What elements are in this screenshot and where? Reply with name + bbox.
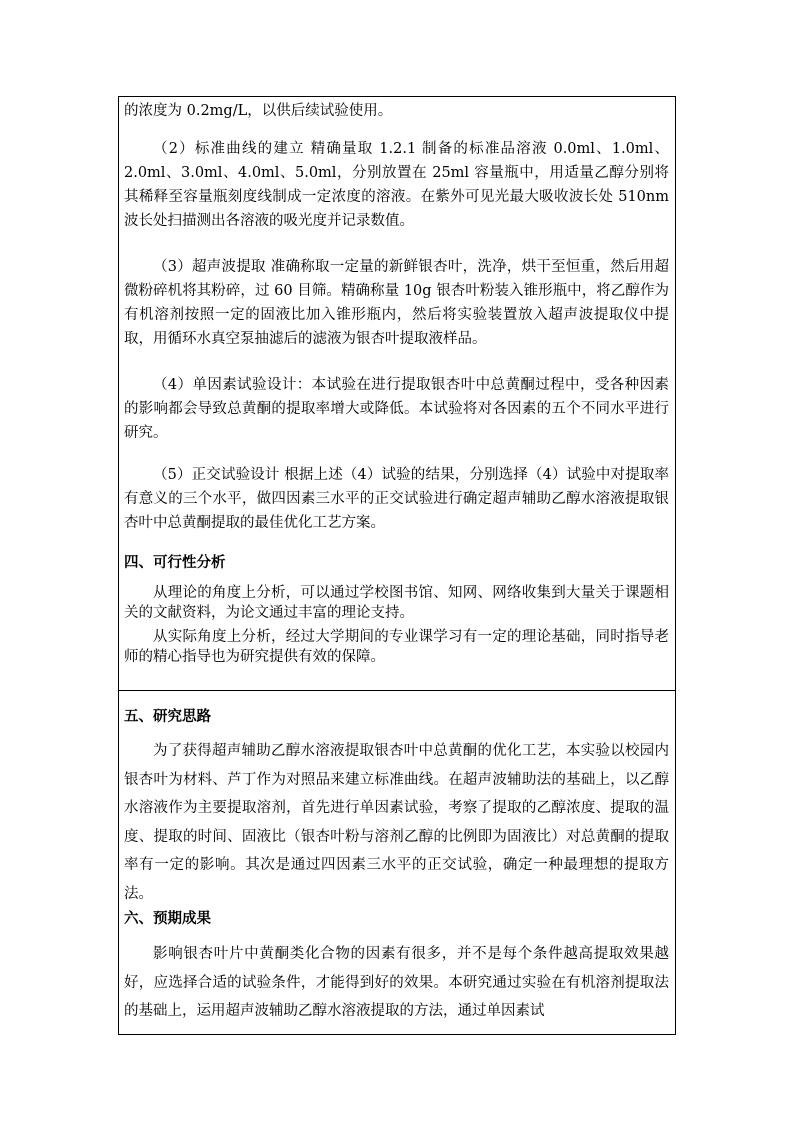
table-cell-plan <box>119 691 675 1034</box>
document-table <box>118 96 676 1035</box>
paragraph-ultrasonic-extraction: （3）超声波提取 准确称取一定量的新鲜银杏叶，洗净，烘干至恒重，然后用超微粉碎机将其粉碎，过 60 目筛。精确称量 10g 银杏叶粉装入锥形瓶中，将乙醇作为有机溶剂按照一定的固液比加入锥形瓶内，然后将实验装置放入超声波提取仪中提取，用循环水真空泵抽滤后的滤液为银杏叶提取液样品。 <box>124 259 669 347</box>
paragraph-theory: 从理论的角度上分析，可以通过学校图书馆、知网、网络收集到大量关于课题相关的文献资料，为论文通过丰富的理论支持。 <box>124 585 669 621</box>
section-heading-expected-results: 六、预期成果 <box>124 911 211 927</box>
paragraph-practice: 从实际角度上分析，经过大学期间的专业课学习有一定的理论基础，同时指导老师的精心指导也为研究提供有效的保障。 <box>124 629 669 665</box>
paragraph-orthogonal: （5）正交试验设计 根据上述（4）试验的结果，分别选择（4）试验中对提取率有意义的三个水平，做四因素三水平的正交试验进行确定超声辅助乙醇水溶液提取银杏叶中总黄酮提取的最佳优化工艺方案。 <box>124 467 669 531</box>
paragraph-single-factor: （4）单因素试验设计：本试验在进行提取银杏叶中总黄酮过程中，受各种因素的影响都会导致总黄酮的提取率增大或降低。本试验将对各因素的五个不同水平进行研究。 <box>124 377 669 441</box>
paragraph-research-idea: 为了获得超声辅助乙醇水溶液提取银杏叶中总黄酮的优化工艺，本实验以校园内银杏叶为材料、芦丁作为对照品来建立标准曲线。在超声波辅助法的基础上，以乙醇水溶液作为主要提取溶剂，首先进行单因素试验，考察了提取的乙醇浓度、提取的温度、提取的时间、固液比（银杏叶粉与溶剂乙醇的比例即为固液比）对总黄酮的提取率有一定的影响。其次是通过四因素三水平的正交试验，确定一种最理想的提取方法。 <box>124 743 669 902</box>
paragraph-expected-results: 影响银杏叶片中黄酮类化合物的因素有很多，并不是每个条件越高提取效果越好，应选择合适的试验条件，才能得到好的效果。本研究通过实验在有机溶剂提取法的基础上，运用超声波辅助乙醇水溶液提取的方法，通过单因素试 <box>124 946 669 1019</box>
section-heading-feasibility: 四、可行性分析 <box>124 555 226 571</box>
section-heading-research-idea: 五、研究思路 <box>124 709 211 725</box>
table-cell-methods <box>119 97 675 691</box>
paragraph-standard-curve: （2）标准曲线的建立 精确量取 1.2.1 制备的标准品溶液 0.0ml、1.0ml、2.0ml、3.0ml、4.0ml、5.0ml，分别放置在 25ml 容量瓶中，用适量乙醇分别将其稀释至容量瓶刻度线制成一定浓度的溶液。在紫外可见光最大吸收波长处 510nm 波长处扫描测出各溶液的吸光度并记录数值。 <box>124 141 669 229</box>
paragraph: 的浓度为 0.2mg/L，以供后续试验使用。 <box>124 103 393 119</box>
